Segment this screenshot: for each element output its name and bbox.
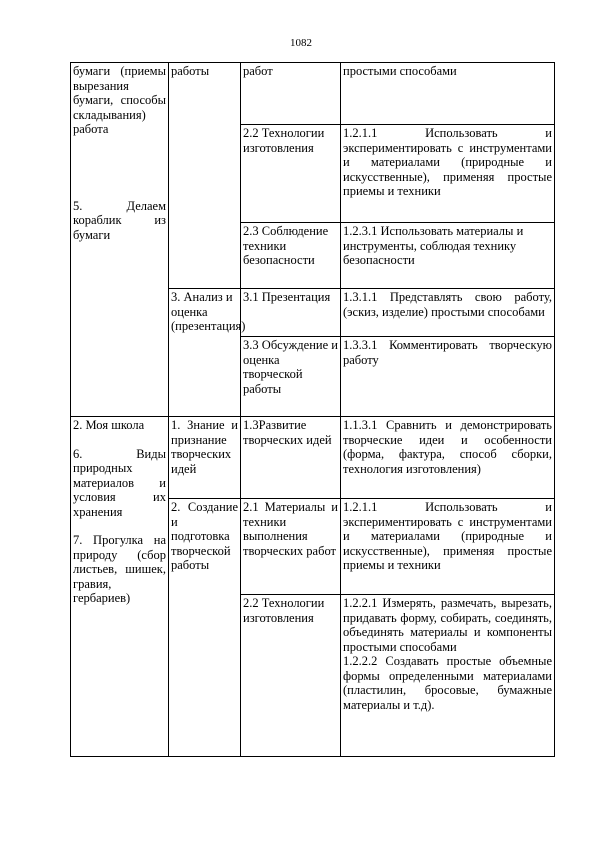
objective-text: простыми способами [343, 64, 457, 78]
objective-text: 1.3.1.1 Представлять свою работу, (эскиз, изделие) простыми способами [343, 290, 552, 319]
topic-cell [71, 63, 169, 417]
topic-text: 5. Делаем кораблик из бумаги [73, 198, 166, 242]
subsection-cell [241, 125, 341, 223]
objective-text: 1.1.3.1 Сравнить и демонстрировать творческие идеи и особенности (форма, фактура, способ сборки, технология изготовления) [343, 418, 552, 476]
subsection-text: 1.3Развитие творческих идей [243, 418, 332, 447]
section-text: 2. Создание и подготовка творческой работы [171, 500, 238, 572]
objective-text: 1.2.1.1 Использовать и экспериментировать с инструментами и материалами (природные и искусственные), применяя простые приемы и техники [343, 500, 552, 572]
objective-text: 1.2.2.1 Измерять, размечать, вырезать, придавать форму, собирать, соединять, объединять материалы и компоненты простыми способами [343, 596, 552, 654]
objective-cell [341, 63, 555, 125]
subsection-text: работ [243, 64, 273, 78]
subsection-cell [241, 595, 341, 757]
section-cell [169, 63, 241, 289]
subsection-text: 2.2 Технологии изготовления [243, 596, 325, 625]
section-text: 3. Анализ и оценка (презентация) [171, 290, 246, 333]
objective-text: 1.2.3.1 Использовать материалы и инструменты, соблюдая технику безопасности [343, 224, 524, 267]
objective-text: 1.2.1.1 Использовать и экспериментировать с инструментами и материалами (природные и искусственные), применяя простые приемы и техники [343, 126, 552, 198]
objective-cell [341, 595, 555, 757]
objective-text: 1.2.2.2 Создавать простые объемные формы определенными материалами (пластилин, бросовые, бумажные материалы и т.д). [343, 654, 552, 712]
topic-text: 7. Прогулка на природу (сбор листьев, шишек, гравия, гербариев) [73, 533, 166, 605]
subsection-cell [241, 289, 341, 337]
topic-text: бумаги (приемы вырезания бумаги, способы складывания) работа [73, 64, 166, 136]
curriculum-table [70, 62, 555, 757]
subsection-text: 2.3 Соблюдение техники безопасности [243, 224, 329, 267]
topic-text: 6. Виды природных материалов и условия их хранения [73, 446, 166, 519]
subsection-cell [241, 63, 341, 125]
objective-cell [341, 125, 555, 223]
subsection-cell [241, 337, 341, 417]
topic-cell [71, 417, 169, 757]
subsection-text: 3.1 Презентация [243, 290, 331, 304]
subsection-text: 2.1 Материалы и техники выполнения творческих работ [243, 500, 338, 558]
table-row [71, 417, 555, 499]
section-cell [169, 289, 246, 417]
section-cell [169, 417, 241, 499]
table-row [71, 63, 555, 125]
objective-cell [341, 417, 555, 499]
page-number: 1082 [290, 37, 312, 49]
section-text: работы [171, 64, 210, 78]
section-text: 1. Знание и признание творческих идей [171, 418, 238, 476]
objective-text: 1.3.3.1 Комментировать творческую работу [343, 338, 552, 367]
subsection-cell [241, 499, 341, 595]
objective-cell [341, 289, 555, 337]
section-cell [169, 499, 241, 757]
subsection-text: 2.2 Технологии изготовления [243, 126, 325, 155]
topic-text: 2. Моя школа [73, 418, 145, 432]
objective-cell [341, 223, 555, 289]
objective-cell [341, 499, 555, 595]
subsection-text: 3.3 Обсуждение и оценка творческой работы [243, 338, 338, 396]
subsection-cell [241, 417, 341, 499]
subsection-cell [241, 223, 341, 289]
objective-cell [341, 337, 555, 417]
